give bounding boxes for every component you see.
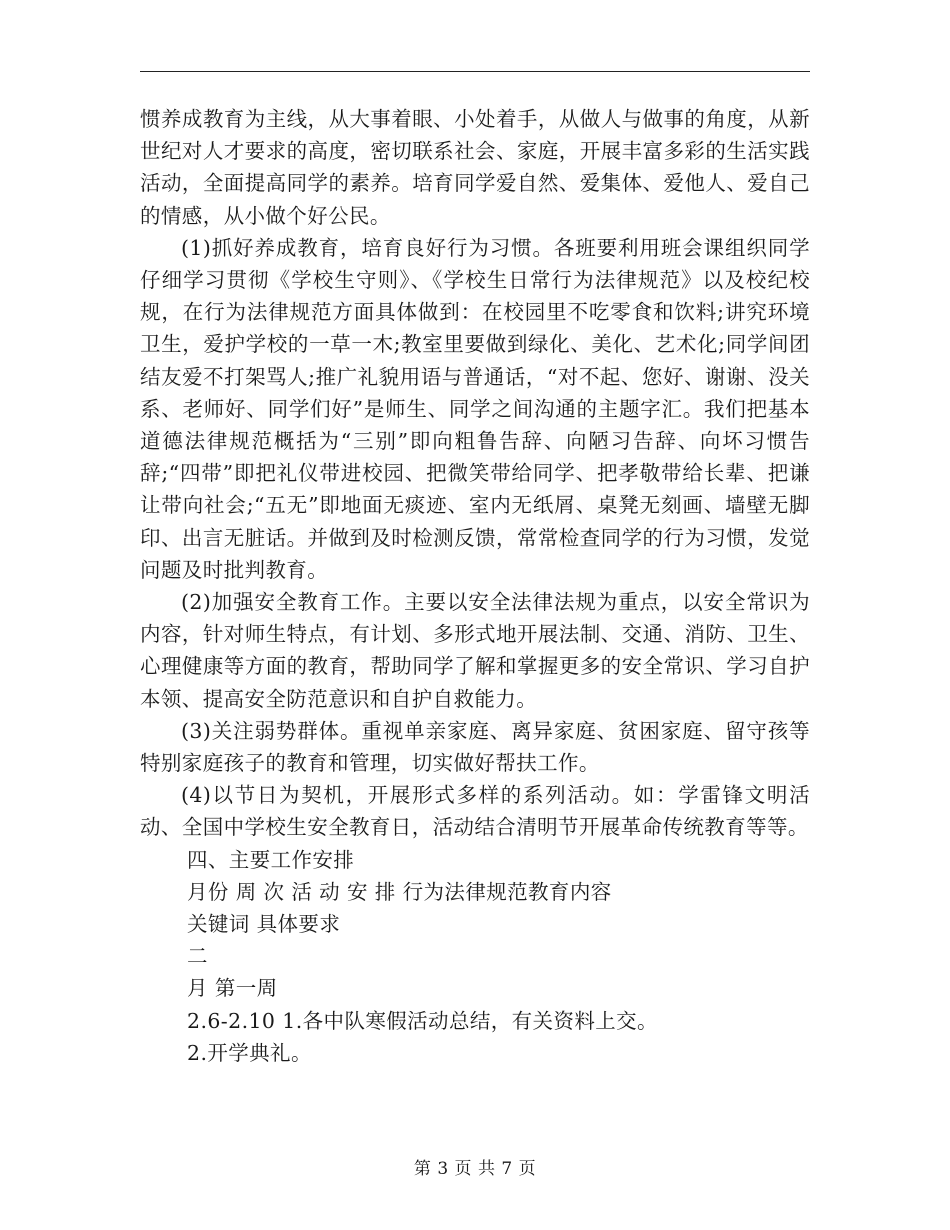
month-number: 二 [187,944,208,969]
document-body [140,103,810,1069]
table-header-line-2: 关键词 具体要求 [187,912,341,937]
item-4-paragraph: (4)以节日为契机，开展形式多样的系列活动。如：学雷锋文明活动、全国中学校生安全教育日，活动结合清明节开展革命传统教育等等。 [140,783,810,840]
header-rule [140,71,810,72]
table-header-line-1: 月份 周 次 活 动 安 排 行为法律规范教育内容 [187,879,612,904]
page-number: 第 3 页 共 7 页 [413,1159,537,1179]
intro-paragraph: 惯养成教育为主线，从大事着眼、小处着手，从做人与做事的角度，从新世纪对人才要求的高度，密切联系社会、家庭，开展丰富多彩的生活实践活动，全面提高同学的素养。培育同学爱自然、爱集体、爱他人、爱自己的情感，从小做个好公民。 [140,107,810,228]
item-1-paragraph: (1)抓好养成教育，培育良好行为习惯。各班要利用班会课组织同学仔细学习贯彻《学校生守则》、《学校生日常行为法律规范》以及校纪校规，在行为法律规范方面具体做到：在校园里不吃零食和饮料;讲究环境卫生，爱护学校的一草一木;教室里要做到绿化、美化、艺术化;同学间团结友爱不打架骂人;推广礼貌用语与普通话，“对不起、您好、谢谢、没关系、老师好、同学们好”是师生、同学之间沟通的主题字汇。我们把基本道德法律规范概括为“三别”即向粗鲁告辞、向陋习告辞、向坏习惯告辞;“四带”即把礼仪带进校园、把微笑带给同学、把孝敬带给长辈、把谦让带向社会;“五无”即地面无痰迹、室内无纸屑、桌凳无刻画、墙壁无脚印、出言无脏话。并做到及时检测反馈，常常检查同学的行为习惯，发觉问题及时批判教育。 [140,235,810,582]
item-2-paragraph: (2)加强安全教育工作。主要以安全法律法规为重点，以安全常识为内容，针对师生特点，有计划、多形式地开展法制、交通、消防、卫生、心理健康等方面的教育，帮助同学了解和掌握更多的安全常识、学习自护本领、提高安全防范意识和自护自救能力。 [140,590,810,711]
schedule-row-1: 2.6-2.10 1.各中队寒假活动总结，有关资料上交。 [187,1008,658,1033]
month-week: 月 第一周 [187,976,278,1001]
section-heading: 四、主要工作安排 [187,847,355,872]
schedule-row-2: 2.开学典礼。 [187,1040,312,1065]
item-3-paragraph: (3)关注弱势群体。重视单亲家庭、离异家庭、贫困家庭、留守孩等特别家庭孩子的教育和管理，切实做好帮扶工作。 [140,718,810,776]
